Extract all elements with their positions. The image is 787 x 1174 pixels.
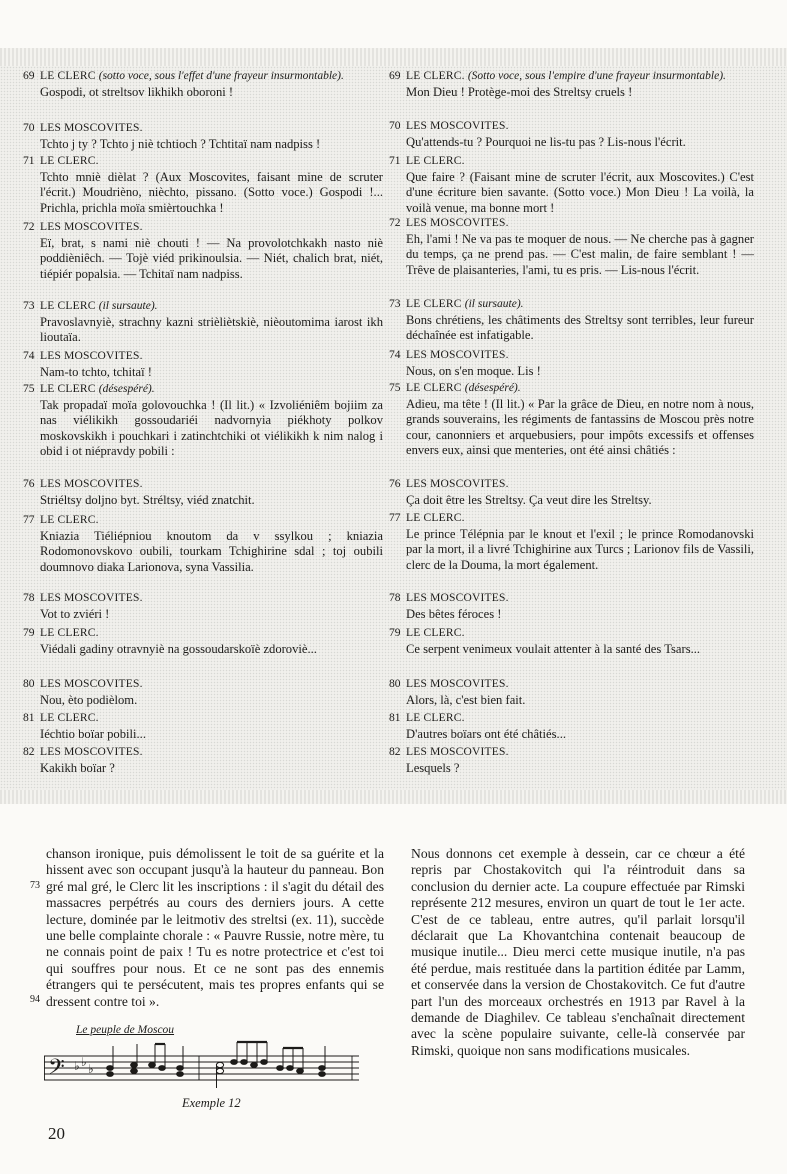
music-example-caption: Exemple 12 — [182, 1096, 241, 1110]
libretto-entry: 82 LES MOSCOVITES. Kakikh boïar ? — [23, 746, 143, 775]
libretto-entry: 72 LES MOSCOVITES. Eh, l'ami ! Ne va pas te moquer de nous. — Ne cherche pas à gagner du temps, ça ne prend pas. — C'est malin, de faire semblant ! — Trêve de plaisanteries, l'ami, tu es pris. — Lis-nous l'écrit. — [389, 217, 754, 277]
libretto-entry: 73 LE CLERC (il sursaute). Pravoslavnyiè, strachny kazni strièliètskiè, nièoutomima iarost ikh lioutaïa. — [23, 300, 383, 345]
libretto-entry: 72 LES MOSCOVITES. Eï, brat, s nami niè chouti ! — Na provolotchkakh nasto niè poddièniêch. — Tojè viéd prikinoulsia. — Niét, chalich brat, niét, tiépiér popalsia. — Tchitaï nam nadpiss. — [23, 221, 383, 281]
libretto-entry: 76 LES MOSCOVITES. Striéltsy doljno byt. Stréltsy, viéd znatchit. — [23, 478, 255, 507]
libretto-entry: 80 LES MOSCOVITES. Alors, là, c'est bien fait. — [389, 678, 526, 707]
libretto-entry: 69 LE CLERC (sotto voce, sous l'effet d'une frayeur insurmontable). Gospodi, ot streltsov likhikh oboroni ! — [23, 70, 344, 99]
margin-number: 94 — [30, 994, 40, 1005]
music-staff — [44, 1038, 359, 1098]
libretto-entry: 70 LES MOSCOVITES. Qu'attends-tu ? Pourquoi ne lis-tu pas ? Lis-nous l'écrit. — [389, 120, 686, 149]
commentary-right-column — [411, 846, 745, 1059]
libretto-entry: 75 LE CLERC (désespéré). Adieu, ma tête ! (Il lit.) « Par la grâce de Dieu, en notre nom à nous, grands souverains, les régiments de fantassins de Moscou près notre cour, canonniers et arquebusiers, pour impôts excessifs et offenses envers eux, ainsi que menteries, ont été ainsi châtiés : — [389, 382, 754, 458]
page-number: 20 — [48, 1124, 65, 1143]
libretto-entry: 70 LES MOSCOVITES. Tchto j ty ? Tchto j niè tchtioch ? Tchtitaï nam nadpiss ! — [23, 122, 321, 151]
libretto-entry: 79 LE CLERC. Ce serpent venimeux voulait attenter à la santé des Tsars... — [389, 627, 701, 656]
libretto-entry: 77 LE CLERC. Le prince Télépnia par le knout et l'exil ; le prince Romodanovski par la mort, il a livré Tchighirine aux Turcs ; Larionov fils de Vassili, clerc de la Douma, la mort également. — [389, 512, 754, 572]
libretto-entry: 78 LES MOSCOVITES. Des bêtes féroces ! — [389, 592, 509, 621]
libretto-entry: 79 LE CLERC. Viédali gadiny otravnyiè na gossoudarskoïè zdoroviè... — [23, 627, 317, 656]
libretto-entry: 76 LES MOSCOVITES. Ça doit être les Streltsy. Ça veut dire les Streltsy. — [389, 478, 652, 507]
libretto-entry: 81 LE CLERC. D'autres boïars ont été châtiés... — [389, 712, 566, 741]
libretto-entry: 74 LES MOSCOVITES. Nam-to tchto, tchitaï ! — [23, 350, 152, 379]
svg-text:♭: ♭ — [81, 1055, 87, 1069]
libretto-entry: 80 LES MOSCOVITES. Nou, èto podièlom. — [23, 678, 143, 707]
svg-text:♭: ♭ — [88, 1062, 94, 1076]
music-example-label: Le peuple de Moscou — [76, 1024, 175, 1036]
commentary-paragraph: chanson ironique, puis démolissent le toit de sa guérite et la hissent avec son occupant jusqu'à la hauteur du panneau. Bon gré mal gré, le Clerc lit les inscriptions : il s'agit du détail des massacres perpétrés au cours des derniers jours. A cette lecture, dominée par le leitmotiv des streltsi (ex. 11), succède une belle complainte chorale : « Pauvre Russie, notre mère, tu ne connais point de paix ! Tu es notre protectrice et c'est toi qui souffres pour nous. Et ce ne sont pas des ennemis étrangers qui te persécutent, mais tes propres enfants qui se dressent contre toi ». — [46, 846, 384, 1009]
svg-text:♭: ♭ — [74, 1059, 80, 1073]
bottom-rule-band — [0, 790, 787, 804]
libretto-entry: 74 LES MOSCOVITES. Nous, on s'en moque. Lis ! — [389, 349, 541, 378]
bass-clef-icon: 𝄢 — [48, 1055, 65, 1085]
libretto-entry: 71 LE CLERC. Tchto mniè dièlat ? (Aux Moscovites, faisant mine de scruter l'écrit.) Moudrièno, nièchto, pissano. (Sotto voce.) Gospodi !... Prichla, prichla moïa smièrtouchka ! — [23, 155, 383, 215]
libretto-entry: 71 LE CLERC. Que faire ? (Faisant mine de scruter l'écrit, aux Moscovites.) C'est d'une écriture bien savante. (Sotto voce.) Mon Dieu ! La voilà, la voilà venue, ma bonne mort ! — [389, 155, 754, 215]
margin-number: 73 — [30, 880, 40, 891]
libretto-entry: 75 LE CLERC (désespéré). Tak propadaï moïa golovouchka ! (Il lit.) « Izvoliéniêm bojiim za nas viélikikh gossoudariéi nadvornyia piékhoty polkov moskovskikh i pouchkari i zatinchtchiki ot viélikikh k nim nalog i obid i ot niépravdy pobili : — [23, 383, 383, 459]
top-rule-band — [0, 48, 787, 66]
libretto-entry: 77 LE CLERC. Kniazia Tiéliépniou knoutom da v ssylkou ; kniazia Rodomonovskovo oubili, tourkam Tchighirine sdal ; toj oubili doumnovo diaka Larionova, syna Vassilia. — [23, 514, 383, 574]
libretto-entry: 81 LE CLERC. Iéchtio boïar pobili... — [23, 712, 146, 741]
libretto-entry: 82 LES MOSCOVITES. Lesquels ? — [389, 746, 509, 775]
commentary-paragraph: Nous donnons cet exemple à dessein, car ce chœur a été repris par Chostakovitch qui l'a réintroduit dans sa conclusion du dernier acte. La coupure effectuée par Rimski représente 212 mesures, environ un quart de tout le 1er acte. C'est de ce tableau, entre autres, qu'il parlait lorsqu'il déclarait que La Khovantchina contenait beaucoup de musique inutile... Dieu merci cette musique inutile, n'a pas été perdue, mais restituée dans la partition éditée par Lamm, et conservée dans la version de Chostakovitch. Ce fut d'autre part l'un des morceaux orchestrés en 1913 par Ravel à la demande de Diaghilev. Ce tableau s'enchaînait directement avec la scène populaire suivante, celle-là conservée par Rimski, quoique non sans modifications musicales. — [411, 846, 745, 1058]
libretto-entry: 78 LES MOSCOVITES. Vot to zviéri ! — [23, 592, 143, 621]
libretto-entry: 73 LE CLERC (il sursaute). Bons chrétiens, les châtiments des Streltsy sont terribles, leur fureur déchaînée est infatigable. — [389, 298, 754, 343]
libretto-entry: 69 LE CLERC. (Sotto voce, sous l'empire d'une frayeur insurmontable). Mon Dieu ! Protège-moi des Streltsy cruels ! — [389, 70, 726, 99]
commentary-left-column — [46, 846, 384, 1010]
